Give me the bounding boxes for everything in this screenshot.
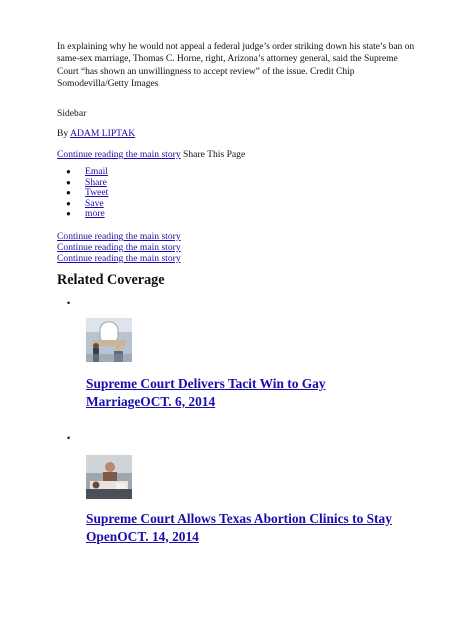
photo-thumbnail-icon xyxy=(86,318,132,362)
related-thumbnail-2[interactable] xyxy=(86,455,132,499)
share-link[interactable]: Share xyxy=(85,176,107,188)
related-item-title-2[interactable] xyxy=(86,510,406,545)
continue-reading-link[interactable]: Continue reading the main story xyxy=(57,253,181,264)
continue-reading-link[interactable]: Continue reading the main story xyxy=(57,149,181,160)
save-link[interactable]: Save xyxy=(85,197,104,209)
related-title: Supreme Court Delivers Tacit Win to Gay Marriage xyxy=(86,376,326,409)
author-link[interactable]: ADAM LIPTAK xyxy=(70,128,136,139)
related-coverage-heading: Related Coverage xyxy=(57,272,165,288)
share-item-more xyxy=(57,209,108,220)
related-link[interactable] xyxy=(86,376,326,409)
share-page-label: Share This Page xyxy=(183,149,246,160)
continue-reading-stack xyxy=(57,231,181,264)
bullet-icon: • xyxy=(67,298,71,308)
sidebar-label: Sidebar xyxy=(57,108,87,119)
related-date: OCT. 14, 2014 xyxy=(117,528,199,544)
share-list xyxy=(57,167,108,220)
related-date: OCT. 6, 2014 xyxy=(140,393,216,409)
bullet-icon: • xyxy=(67,433,71,443)
related-title: Supreme Court Allows Texas Abortion Clinics to Stay Open xyxy=(86,511,392,544)
photo-thumbnail-icon xyxy=(86,455,132,499)
continue-share-row xyxy=(57,149,245,160)
related-thumbnail-1[interactable] xyxy=(86,318,132,362)
continue-reading-link[interactable]: Continue reading the main story xyxy=(57,242,181,253)
related-link[interactable] xyxy=(86,511,392,544)
more-link[interactable]: more xyxy=(85,208,105,219)
bullet-icon: ● xyxy=(66,188,71,197)
email-link[interactable]: Email xyxy=(85,166,108,177)
bullet-icon: ● xyxy=(66,198,71,208)
continue-reading-link[interactable]: Continue reading the main story xyxy=(57,231,181,242)
photo-caption: In explaining why he would not appeal a federal judge’s order striking down his state’s ban on same-sex marriage, Thomas C. Horne, right, Arizona’s attorney general, said the Supreme Court “has shown an unwillingness to accept review” of the issue. Credit Chip Somodevilla/Getty Images xyxy=(57,41,415,90)
byline-prefix: By xyxy=(57,128,71,139)
bullet-icon: ● xyxy=(66,167,71,176)
bullet-icon: ● xyxy=(66,177,71,187)
tweet-link[interactable]: Tweet xyxy=(85,187,109,198)
byline xyxy=(57,128,135,139)
related-item-title-1[interactable] xyxy=(86,375,406,410)
bullet-icon: ● xyxy=(66,209,71,218)
